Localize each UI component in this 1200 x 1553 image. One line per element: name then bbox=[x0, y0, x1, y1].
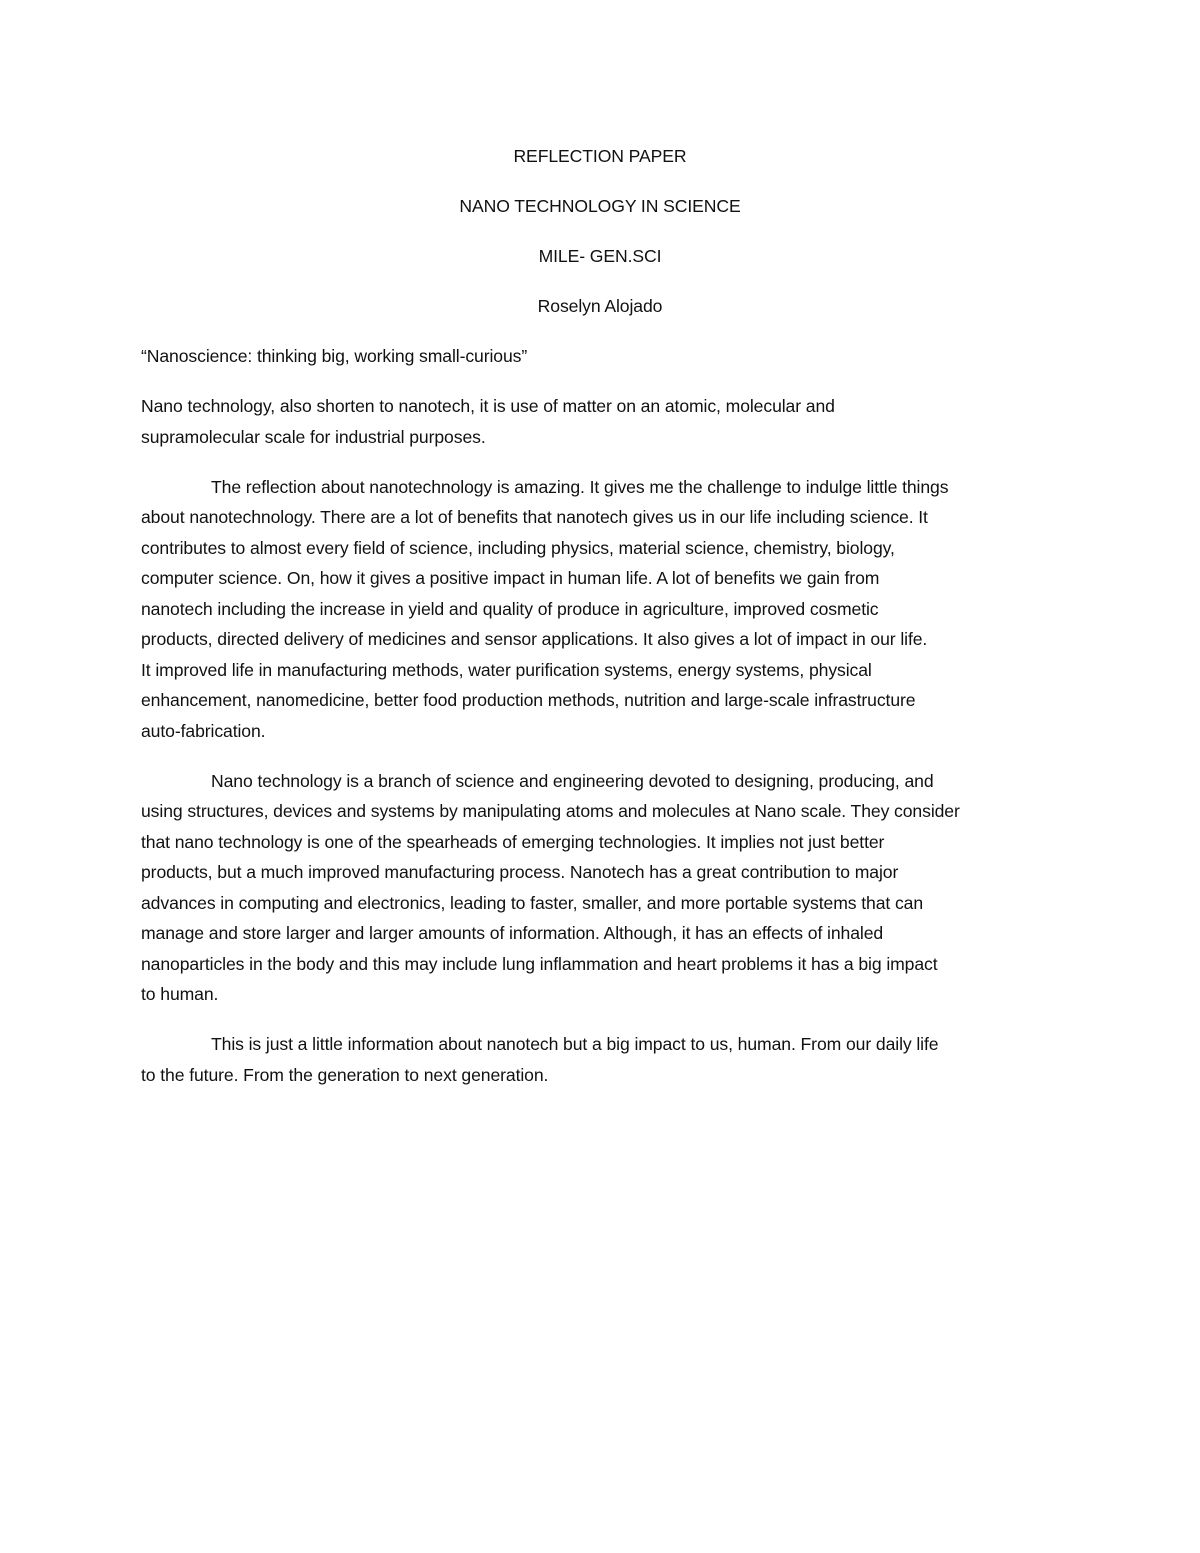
paragraph-line: The reflection about nanotechnology is amazing. It gives me the challenge to indulge little things bbox=[211, 476, 949, 497]
paragraph-line: advances in computing and electronics, leading to faster, smaller, and more portable systems that can bbox=[141, 892, 924, 913]
epigraph-quote: “Nanoscience: thinking big, working small-curious” bbox=[141, 346, 528, 366]
paragraph-line: nanotech including the increase in yield and quality of produce in agriculture, improved cosmetic bbox=[141, 598, 879, 619]
paragraph-line: auto-fabrication. bbox=[141, 720, 266, 741]
paragraph-line: It improved life in manufacturing methods, water purification systems, energy systems, physical bbox=[141, 659, 872, 680]
paragraph-line: computer science. On, how it gives a positive impact in human life. A lot of benefits we gain from bbox=[141, 568, 880, 588]
document-title: REFLECTION PAPER bbox=[513, 146, 687, 166]
paragraph-line: Nano technology is a branch of science and engineering devoted to designing, producing, and bbox=[211, 770, 934, 791]
paragraph-line: This is just a little information about nanotech but a big impact to us, human. From our daily life bbox=[211, 1034, 939, 1054]
paragraph-line: Nano technology, also shorten to nanotech, it is use of matter on an atomic, molecular and bbox=[141, 396, 835, 416]
document-subtitle: NANO TECHNOLOGY IN SCIENCE bbox=[459, 196, 741, 216]
paragraph-conclusion bbox=[141, 1029, 1059, 1090]
paragraph-line: manage and store larger and larger amounts of information. Although, it has an effects of inhaled bbox=[141, 923, 884, 943]
paragraph-line: about nanotechnology. There are a lot of benefits that nanotech gives us in our life including science. It bbox=[141, 507, 928, 527]
paragraph-line: to the future. From the generation to next generation. bbox=[141, 1064, 549, 1085]
paragraph-line: nanoparticles in the body and this may include lung inflammation and heart problems it has a big impact bbox=[141, 953, 938, 974]
paragraph-reflection bbox=[141, 472, 1059, 747]
author-name: Roselyn Alojado bbox=[537, 296, 663, 316]
paragraph-line: that nano technology is one of the spearheads of emerging technologies. It implies not just better bbox=[141, 831, 885, 852]
paragraph-line: supramolecular scale for industrial purposes. bbox=[141, 426, 486, 447]
paragraph-definition bbox=[141, 391, 1059, 452]
document-body bbox=[141, 141, 1059, 1110]
paragraph-branch-of-science bbox=[141, 766, 1059, 1010]
paragraph-line: products, directed delivery of medicines and sensor applications. It also gives a lot of impact in our life. bbox=[141, 629, 928, 649]
paragraph-line: enhancement, nanomedicine, better food production methods, nutrition and large-scale infrastructure bbox=[141, 690, 916, 710]
paragraph-line: to human. bbox=[141, 984, 219, 1004]
paragraph-line: using structures, devices and systems by manipulating atoms and molecules at Nano scale. They consider bbox=[141, 801, 960, 821]
paragraph-line: contributes to almost every field of science, including physics, material science, chemistry, biology, bbox=[141, 537, 895, 558]
course-code: MILE- GEN.SCI bbox=[538, 246, 662, 266]
paragraph-line: products, but a much improved manufacturing process. Nanotech has a great contribution to major bbox=[141, 862, 899, 882]
